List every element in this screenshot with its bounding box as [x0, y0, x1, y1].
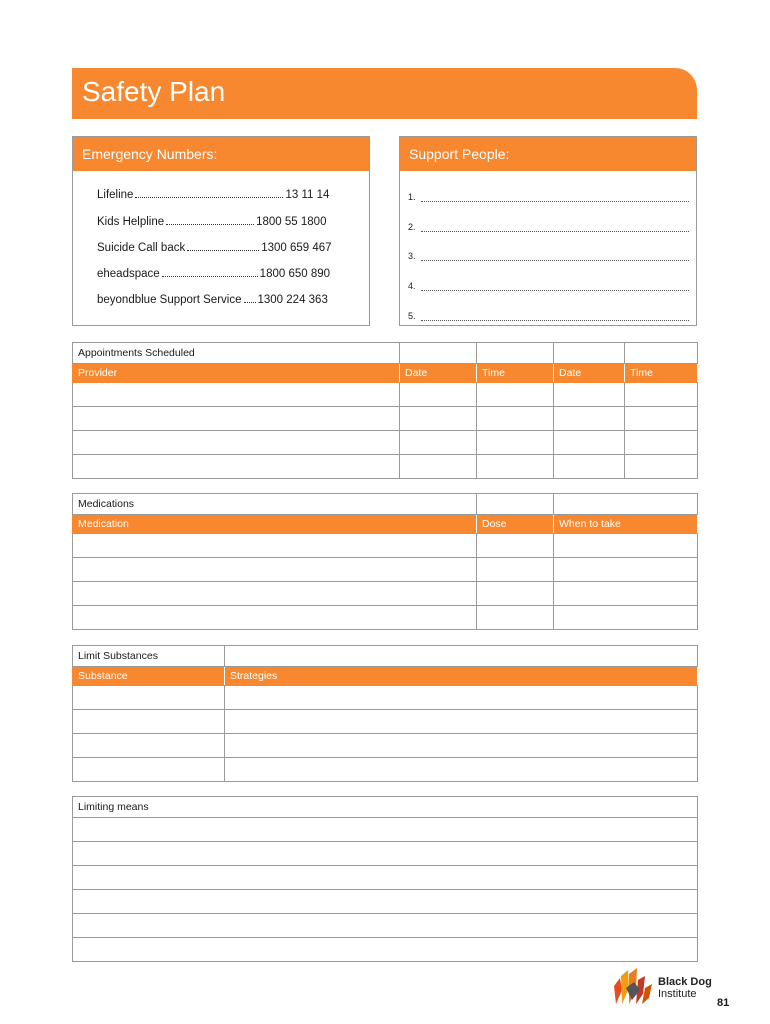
- substances-table: [72, 645, 698, 782]
- table-row[interactable]: [73, 866, 698, 890]
- logo-text-line2: Institute: [658, 988, 697, 1000]
- table-row[interactable]: [73, 686, 698, 710]
- table-row[interactable]: [73, 558, 698, 582]
- support-people-heading: Support People:: [400, 137, 696, 171]
- table-row[interactable]: [73, 582, 698, 606]
- table-row[interactable]: [73, 710, 698, 734]
- page-title: Safety Plan: [82, 76, 226, 107]
- medications-caption: Medications: [73, 494, 477, 515]
- column-header-date: Date: [554, 364, 625, 383]
- appointments-caption: Appointments Scheduled: [73, 343, 400, 364]
- emergency-item: Lifeline 13 11 14: [97, 189, 330, 201]
- black-dog-institute-logo: [612, 966, 722, 1006]
- table-row[interactable]: [73, 734, 698, 758]
- table-row[interactable]: [73, 842, 698, 866]
- table-row[interactable]: [73, 890, 698, 914]
- column-header-substance: Substance: [73, 667, 225, 686]
- support-person-line[interactable]: 2.: [408, 222, 689, 232]
- emergency-item: Kids Helpline 1800 55 1800: [97, 216, 327, 228]
- column-header-provider: Provider: [73, 364, 400, 383]
- column-header-time: Time: [625, 364, 698, 383]
- column-header-when-to-take: When to take: [554, 515, 698, 534]
- logo-text-line1: Black Dog: [658, 976, 712, 988]
- emergency-item: eheadspace 1800 650 890: [97, 268, 331, 280]
- table-row[interactable]: [73, 431, 698, 455]
- table-row[interactable]: [73, 383, 698, 407]
- medications-table: [72, 493, 698, 630]
- support-person-line[interactable]: 3.: [408, 251, 689, 261]
- table-row[interactable]: [73, 914, 698, 938]
- support-person-line[interactable]: 4.: [408, 281, 689, 291]
- black-dog-logo-icon: [612, 966, 656, 1006]
- table-row[interactable]: [73, 534, 698, 558]
- page-number: 81: [717, 997, 730, 1009]
- title-bar: [72, 68, 697, 119]
- emergency-numbers-heading: Emergency Numbers:: [73, 137, 369, 171]
- column-header-date: Date: [400, 364, 477, 383]
- column-header-time: Time: [477, 364, 554, 383]
- emergency-item: beyondblue Support Service 1300 224 363: [97, 294, 328, 306]
- limiting-means-table: [72, 796, 698, 962]
- emergency-numbers-box: [72, 136, 370, 326]
- table-row[interactable]: [73, 606, 698, 630]
- emergency-item: Suicide Call back 1300 659 467: [97, 242, 332, 254]
- substances-caption: Limit Substances: [73, 646, 225, 667]
- table-row[interactable]: [73, 818, 698, 842]
- column-header-medication: Medication: [73, 515, 477, 534]
- limiting-means-caption: Limiting means: [73, 797, 698, 818]
- table-row[interactable]: [73, 938, 698, 962]
- support-person-line[interactable]: 1.: [408, 192, 689, 202]
- table-row[interactable]: [73, 407, 698, 431]
- column-header-dose: Dose: [477, 515, 554, 534]
- column-header-strategies: Strategies: [225, 667, 698, 686]
- support-person-line[interactable]: 5.: [408, 311, 689, 321]
- table-row[interactable]: [73, 455, 698, 479]
- appointments-table: [72, 342, 698, 479]
- support-people-box: [399, 136, 697, 326]
- table-row[interactable]: [73, 758, 698, 782]
